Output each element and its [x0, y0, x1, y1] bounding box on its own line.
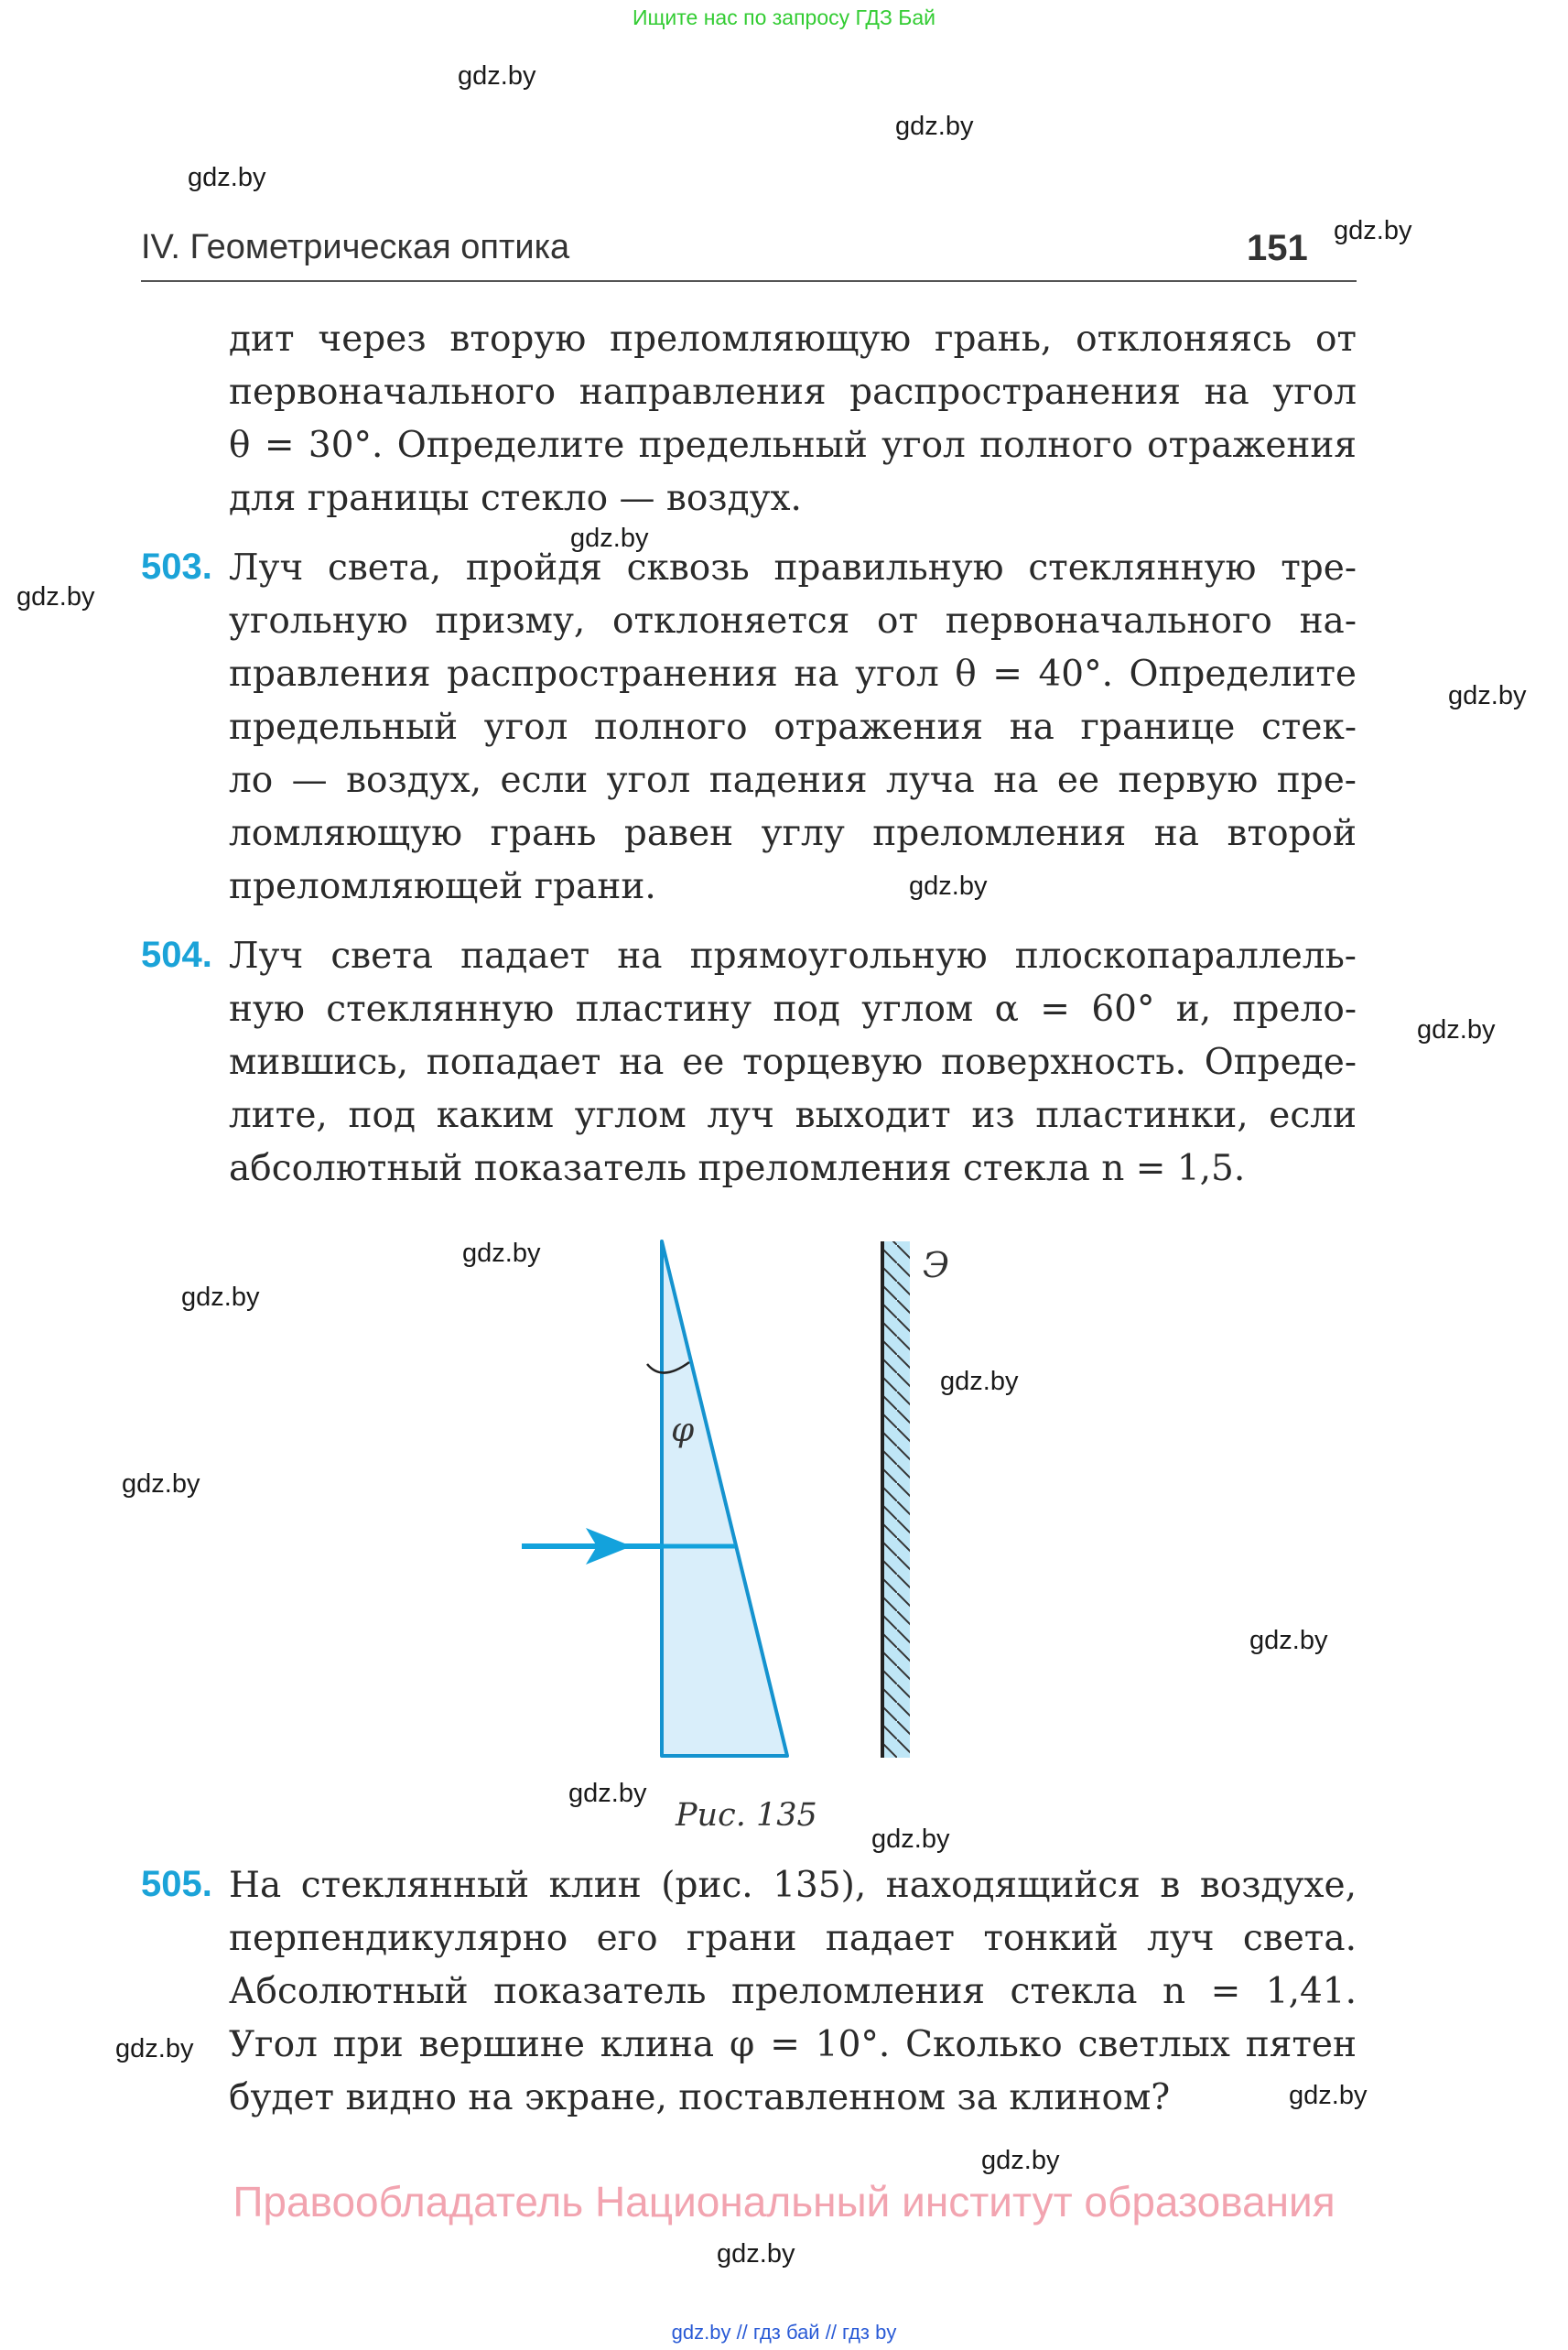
watermark: gdz.by [717, 2239, 795, 2269]
text-line: для границы стекло — воздух. [229, 478, 802, 519]
text-line: дит через вторую преломляющую грань, отклоняясь от [229, 319, 1357, 360]
watermark: gdz.by [871, 1825, 950, 1854]
problem-number: 504. [141, 935, 212, 975]
problem-number: 505. [141, 1864, 212, 1904]
watermark: gdz.by [1289, 2081, 1368, 2110]
text-line: абсолютный показатель преломления стекла n = 1,5. [229, 1148, 1246, 1189]
watermark: gdz.by [568, 1779, 647, 1808]
text-line: Луч света, пройдя сквозь правильную стеклянную тре- [229, 547, 1357, 589]
text-line: предельный угол полного отражения на границе стек- [229, 707, 1357, 748]
text-line: Луч света падает на прямоугольную плоскопараллель- [229, 936, 1357, 977]
watermark: gdz.by [458, 61, 536, 91]
watermark: gdz.by [181, 1283, 260, 1312]
watermark: gdz.by [122, 1469, 200, 1499]
text-line: перпендикулярно его грани падает тонкий луч света. [229, 1918, 1357, 1959]
text-line: будет видно на экране, поставленном за клином? [229, 2077, 1171, 2118]
watermark: gdz.by [188, 163, 266, 192]
footer-links[interactable]: gdz.by // гдз бай // гдз by [671, 2321, 897, 2344]
text-line: первоначального направления распространения на угол [229, 372, 1357, 413]
text-line: угольную призму, отклоняется от первоначального на- [229, 601, 1357, 642]
watermark: gdz.by [909, 872, 988, 901]
glass-wedge [662, 1241, 787, 1756]
text-line: мившись, попадает на ее торцевую поверхность. Опреде- [229, 1042, 1357, 1083]
watermark: gdz.by [115, 2034, 194, 2063]
copyright-notice: Правообладатель Национальный институт образования [232, 2178, 1336, 2225]
watermark: gdz.by [16, 582, 95, 612]
text-line: правления распространения на угол θ = 40°. Определите [229, 654, 1357, 695]
watermark: gdz.by [981, 2146, 1060, 2175]
text-line: Угол при вершине клина φ = 10°. Сколько светлых пятен [229, 2024, 1357, 2065]
watermark: gdz.by [462, 1239, 541, 1268]
angle-label: φ [671, 1412, 695, 1449]
watermark: gdz.by [1448, 681, 1527, 710]
screen-label: Э [923, 1245, 950, 1285]
watermark: gdz.by [895, 112, 974, 141]
text-line: лите, под каким углом луч выходит из пластинки, если [229, 1095, 1357, 1136]
text-line: ломляющую грань равен углу преломления на второй [229, 813, 1357, 854]
screen-hatching [882, 1241, 910, 1758]
text-line: θ = 30°. Определите предельный угол полного отражения [229, 425, 1357, 466]
watermark: gdz.by [1417, 1015, 1496, 1045]
header-rule [141, 280, 1357, 282]
text-line: преломляющей грани. [229, 866, 656, 907]
top-note[interactable]: Ищите нас по запросу ГДЗ Бай [632, 5, 936, 29]
watermark: gdz.by [570, 524, 649, 553]
problem-number: 503. [141, 547, 212, 587]
watermark: gdz.by [1249, 1626, 1328, 1655]
figure-caption: Рис. 135 [676, 1797, 817, 1834]
watermark: gdz.by [940, 1367, 1019, 1396]
page-number: 151 [1247, 228, 1308, 268]
text-line: ло — воздух, если угол падения луча на ее первую пре- [229, 760, 1357, 801]
text-line: На стеклянный клин (рис. 135), находящийся в воздухе, [229, 1865, 1357, 1906]
wedge-figure [494, 1227, 989, 1776]
section-title: IV. Геометрическая оптика [141, 228, 570, 266]
watermark: gdz.by [1334, 216, 1412, 245]
text-line: ную стеклянную пластину под углом α = 60° и, прело- [229, 989, 1357, 1030]
text-line: Абсолютный показатель преломления стекла n = 1,41. [229, 1971, 1357, 2012]
